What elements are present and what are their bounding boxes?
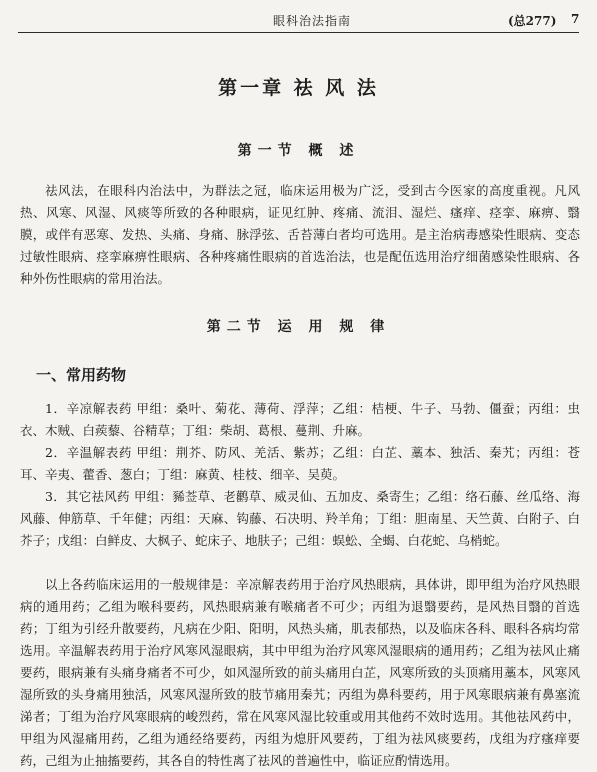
- section-1-body: 祛风法，在眼科内治法中，为群法之冠，临床运用极为广泛，受到古今医家的高度重视。凡风热、风寒、风湿、风痰等所致的各种眼病，证见红肿、疼痛、流泪、湿烂、瘙痒、痉挛、麻痹、翳膜，或伴有恶寒、发热、头痛、身痛、脉浮弦、舌苔薄白者均可选用。是主治病毒感染性眼病、变态过敏性眼病、痉挛麻痹性眼病、各种疼痛性眼病的首选治法，也是配伍选用治疗细菌感染性眼病、各种外伤性眼病的常用治法。: [20, 183, 580, 286]
- subsection-heading: 一、常用药物: [36, 366, 127, 384]
- summary-paragraph: 以上各药临床运用的一般规律是：辛凉解表药用于治疗风热眼病，具体讲，即甲组为治疗风热眼病的通用药；乙组为喉科要药，风热眼病兼有喉痛者不可少；丙组为退翳要药，是风热目翳的首选药；丁组为引经升散要药，凡病在少阳、阳明，风热头痛，肌表郁热，以及临床各科、眼科各病均常选用。辛温解表药用于治疗风寒风湿眼病，其中甲组为治疗风寒风湿眼病的通用药；乙组为祛风止痛要药，眼病兼有头痛身痛者不可少，如风湿所致的前头痛用白芷，风寒所致的头顶痛用藁本，风寒风湿所致的头身痛用独活，风寒风湿所致的肢节痛用秦艽；丙组为鼻科要药，用于风寒眼病兼有鼻塞流涕者；丁组为治疗风寒眼病的峻烈药，常在风寒风湿比较重或用其他药不效时选用。其他祛风药中，甲组为风湿痛用药，乙组为通经络要药，丙组为熄肝风要药，丁组为祛风痰要药，戊组为疗瘙痒要药，己组为止抽搐要药，其各自的特性离了祛风的普遍性中，临证应酌情选用。: [20, 577, 580, 768]
- chapter-title: 第一章 祛 风 法: [218, 77, 379, 99]
- page-number: 7: [571, 12, 580, 26]
- section-2-title: 第二节 运 用 规 律: [206, 319, 391, 335]
- list-item: 1．辛凉解表药 甲组：桑叶、菊花、薄荷、浮萍；乙组：桔梗、牛子、马勃、僵蚕；丙组：虫衣、木贼、白蒺藜、谷精草；丁组：柴胡、葛根、蔓荆、升麻。: [20, 401, 580, 438]
- header-title: 眼科治法指南: [273, 14, 352, 28]
- list-item: 3．其它祛风药 甲组：豨莶草、老鹳草、威灵仙、五加皮、桑寄生；乙组：络石藤、丝瓜络、海风藤、伸筋草、千年健；丙组：天麻、钩藤、石决明、羚羊角；丁组：胆南星、天竺黄、白附子、白芥子；戊组：白鲜皮、大枫子、蛇床子、地肤子；己组：蜈蚣、全蝎、白花蛇、乌梢蛇。: [20, 489, 580, 548]
- list-item: 2．辛温解表药 甲组：荆芥、防风、羌活、紫苏；乙组：白芷、藁本、独活、秦艽；丙组：苍耳、辛夷、藿香、葱白；丁组：麻黄、桂枝、细辛、吴萸。: [20, 445, 580, 482]
- header-volume-tag: (总277): [508, 14, 557, 28]
- section-1-title: 第一节 概 述: [237, 143, 360, 159]
- running-header: [18, 10, 579, 33]
